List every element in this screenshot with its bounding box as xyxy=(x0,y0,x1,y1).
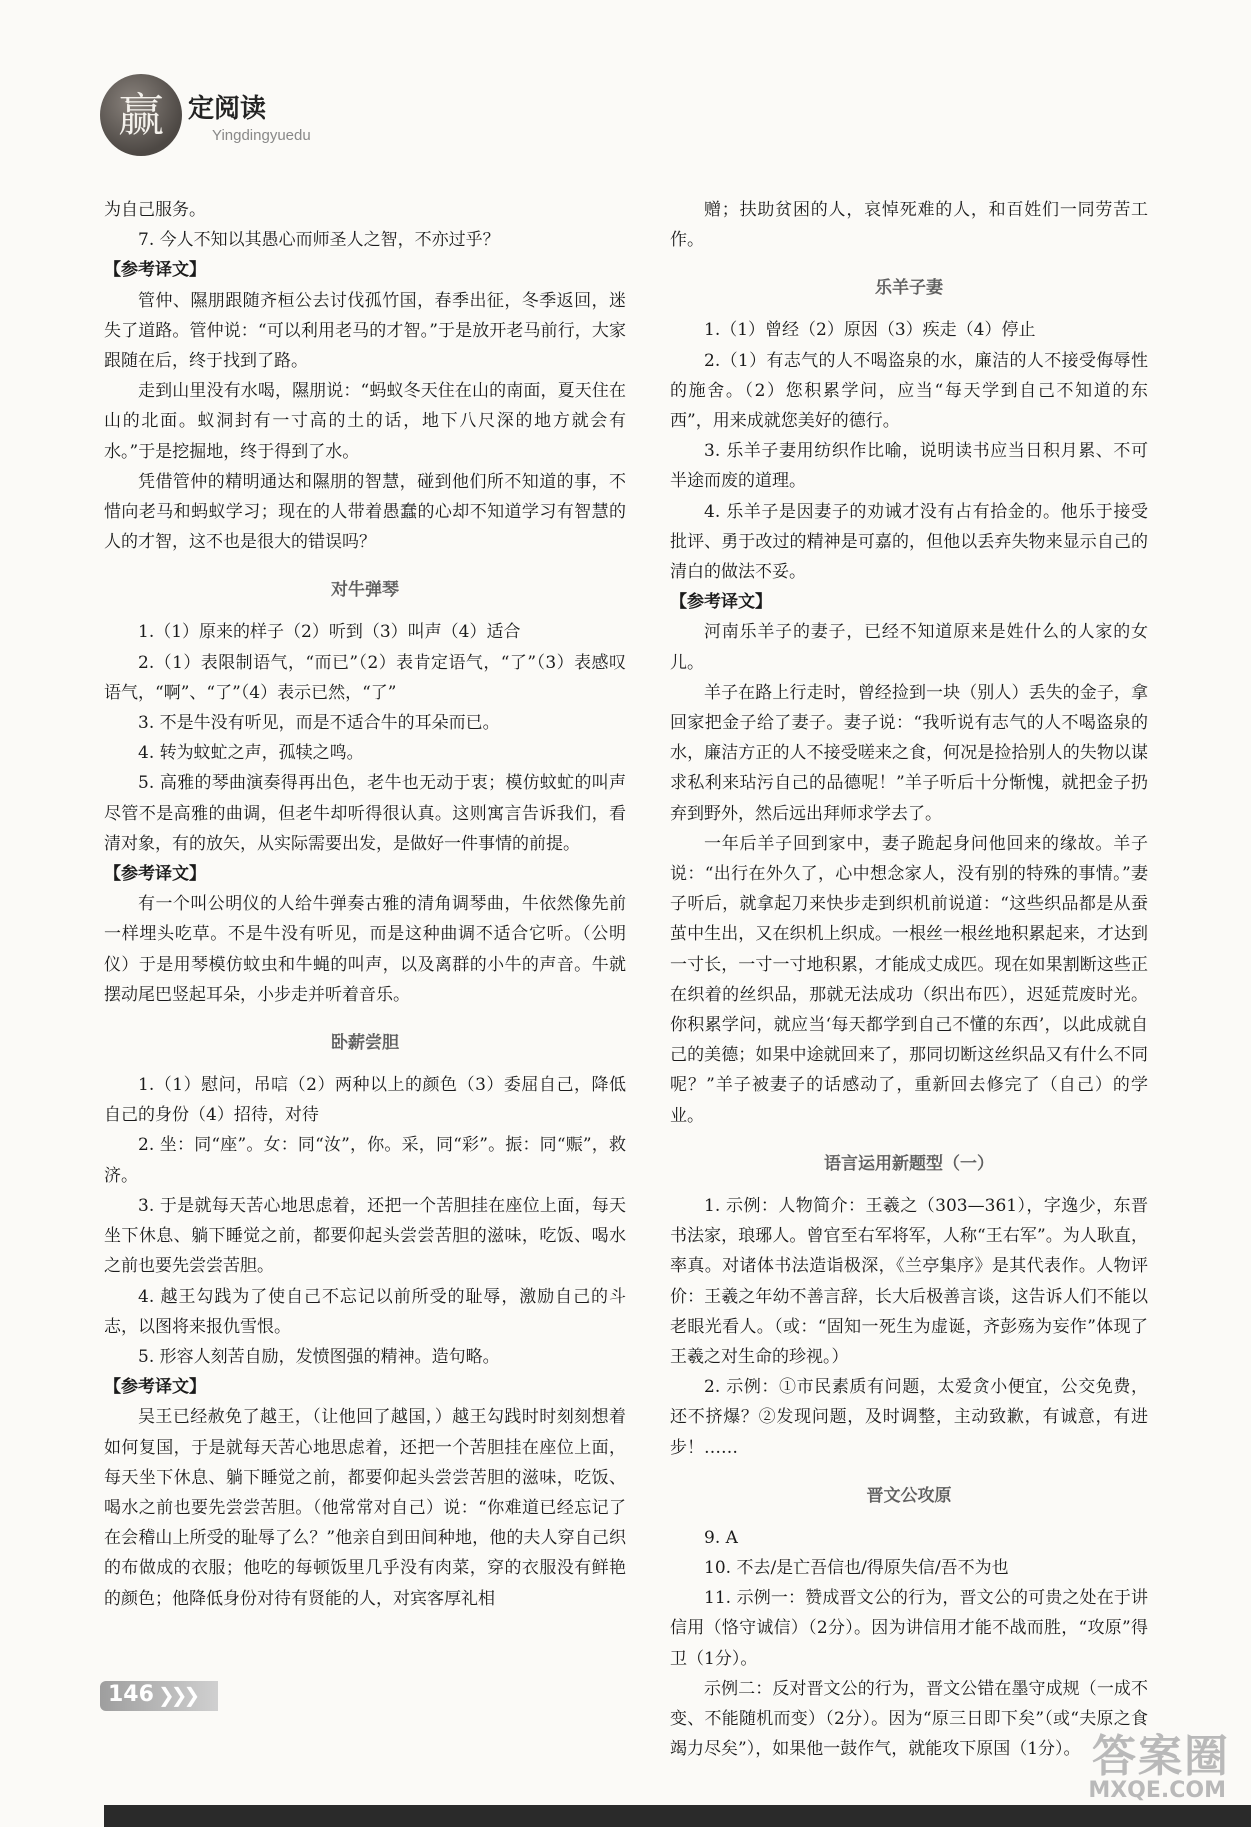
reference-translation-tag: 【参考译文】 xyxy=(104,864,206,885)
answer: 5. 形容人刻苦自励，发愤图强的精神。造句略。 xyxy=(138,1346,500,1367)
answer: 10. 不去/是亡吾信也/得原失信/吾不为也 xyxy=(704,1557,1009,1578)
scan-edge-bar xyxy=(104,1805,1251,1827)
chevron-right-icon: ❯❯❯ xyxy=(158,1683,197,1707)
section-heading-dui-niu-tan-qin: 对牛弹琴 xyxy=(331,580,399,601)
section-heading-jin-wen-gong-gong-yuan: 晋文公攻原 xyxy=(866,1485,952,1506)
answer: 2.（1）有志气的人不喝盗泉的水，廉洁的人不接受侮辱性的施舍。（2）您积累学问，应当“每天学到自己不知道的东西”，用来成就您美好的德行。 xyxy=(670,350,1148,432)
answer: 2.（1）表限制语气，“而已”（2）表肯定语气，“了”（3）表感叹语气，“啊”、“了”（4）表示已然，“了” xyxy=(104,652,626,703)
reference-translation-tag: 【参考译文】 xyxy=(104,1377,206,1398)
right-column xyxy=(670,195,1148,1764)
paragraph: 赠；扶助贫困的人，哀悼死难的人，和百姓们一同劳苦工作。 xyxy=(670,200,1148,251)
answer: 4. 越王勾践为了使自己不忘记以前所受的耻辱，激励自己的斗志，以图将来报仇雪恨。 xyxy=(104,1286,626,1337)
paragraph: 有一个叫公明仪的人给牛弹奏古雅的清角调琴曲，牛依然像先前一样埋头吃草。不是牛没有听见，而是这种曲调不适合它听。（公明仪）于是用琴模仿蚊虫和牛蝇的叫声，以及离群的小牛的声音。牛就摆动尾巴竖起耳朵，小步走并听着音乐。 xyxy=(104,894,626,1005)
paragraph: 为自己服务。 xyxy=(104,200,206,220)
paragraph: 羊子在路上行走时，曾经捡到一块（别人）丢失的金子，拿回家把金子给了妻子。妻子说：“我听说有志气的人不喝盗泉的水，廉洁方正的人不接受嗟来之食，何况是捡拾别人的失物以谋求私利来玷污自己的品德呢！”羊子听后十分惭愧，就把金子扔弃到野外，然后远出拜师求学去了。 xyxy=(670,682,1148,824)
answer: 1.（1）慰问，吊唁（2）两种以上的颜色（3）委屈自己，降低自己的身份（4）招待，对待 xyxy=(104,1075,626,1126)
answer: 示例二：反对晋文公的行为，晋文公错在墨守成规（一成不变、不能随机而变）（2分）。因为“原三日即下矣”（或“夫原之食竭力尽矣”），如果他一鼓作气，就能攻下原国（1分）。 xyxy=(670,1678,1148,1760)
paragraph: 管仲、隰朋跟随齐桓公去讨伐孤竹国，春季出征，冬季返回，迷失了道路。管仲说：“可以利用老马的才智。”于是放开老马前行，大家跟随在后，终于找到了路。 xyxy=(104,290,626,372)
reference-translation-tag: 【参考译文】 xyxy=(670,592,772,613)
book-logo-icon: 赢 xyxy=(100,74,182,156)
answer: 9. A xyxy=(704,1527,738,1548)
section-heading-wo-xin-chang-dan: 卧薪尝胆 xyxy=(331,1033,399,1054)
answer: 4. 转为蚊虻之声，孤犊之鸣。 xyxy=(138,743,364,764)
paragraph: 走到山里没有水喝，隰朋说：“蚂蚁冬天住在山的南面，夏天住在山的北面。蚁洞封有一寸高的土的话，地下八尺深的地方就会有水。”于是挖掘地，终于得到了水。 xyxy=(104,381,626,462)
book-subtitle: Yingdingyuedu xyxy=(212,127,311,144)
section-heading-language-use: 语言运用新题型（一） xyxy=(824,1153,994,1174)
answer: 3. 不是牛没有听见，而是不适合牛的耳朵而已。 xyxy=(138,713,500,734)
left-column xyxy=(104,195,626,1614)
watermark-url: MXQE.COM xyxy=(1088,1778,1226,1803)
answer: 2. 坐：同“座”。女：同“汝”，你。采，同“彩”。振：同“赈”，救济。 xyxy=(104,1135,626,1186)
answer: 1.（1）曾经（2）原因（3）疾走（4）停止 xyxy=(704,320,1036,341)
paragraph: 凭借管仲的精明通达和隰朋的智慧，碰到他们所不知道的事，不惜向老马和蚂蚁学习；现在的人带着愚蠢的心却不知道学习有智慧的人的才智，这不也是很大的错误吗？ xyxy=(104,471,626,553)
answer: 11. 示例一：赞成晋文公的行为，晋文公的可贵之处在于讲信用（恪守诚信）（2分）。因为讲信用才能不战而胜，“攻原”得卫（1分）。 xyxy=(670,1588,1148,1669)
answer: 1.（1）原来的样子（2）听到（3）叫声（4）适合 xyxy=(138,622,521,643)
answer: 2. 示例：①市民素质有问题，太爱贪小便宜，公交免费，还不挤爆？②发现问题，及时调整，主动致歉，有诚意，有进步！…… xyxy=(670,1377,1148,1458)
book-title: 定阅读 xyxy=(188,94,267,124)
answer: 4. 乐羊子是因妻子的劝诫才没有占有拾金的。他乐于接受批评、勇于改过的精神是可嘉的，但他以丢弃失物来显示自己的清白的做法不妥。 xyxy=(670,501,1148,583)
paragraph: 一年后羊子回到家中，妻子跪起身问他回来的缘故。羊子说：“出行在外久了，心中想念家人，没有别的特殊的事情。”妻子听后，就拿起刀来快步走到织机前说道：“这些织品都是从蚕茧中生出，又在织机上织成。一根丝一根丝地积累起来，才达到一寸长，一寸一寸地积累，才能成丈成匹。现在如果割断这些正在织着的丝织品，那就无法成功（织出布匹），迟延荒废时光。你积累学问，就应当‘每天都学到自己不懂的东西’，以此成就自己的美德；如果中途就回来了，那同切断这丝织品又有什么不同呢？”羊子被妻子的话感动了，重新回去修完了（自己）的学业。 xyxy=(670,833,1148,1126)
page-number: 146 xyxy=(108,1682,154,1707)
watermark xyxy=(1040,1720,1230,1810)
answer: 1. 示例：人物简介：王羲之（303—361），字逸少，东晋书法家，琅琊人。曾官至右军将军，人称“王右军”。为人耿直，率真。对诸体书法造诣极深，《兰亭集序》是其代表作。人物评价：王羲之年幼不善言辞，长大后极善言谈，这告诉人们不能以老眼光看人。（或：“固知一死生为虚诞，齐彭殇为妄作”体现了王羲之对生命的珍视。） xyxy=(670,1195,1148,1367)
page-number-tab xyxy=(100,1681,218,1711)
paragraph: 河南乐羊子的妻子，已经不知道原来是姓什么的人家的女儿。 xyxy=(670,622,1148,673)
reference-translation-tag: 【参考译文】 xyxy=(104,260,206,281)
paragraph: 吴王已经赦免了越王，（让他回了越国，）越王勾践时时刻刻想着如何复国，于是就每天苦心地思虑着，还把一个苦胆挂在座位上面，每天坐下休息、躺下睡觉之前，都要仰起头尝尝苦胆的滋味，吃饭、喝水之前也要先尝尝苦胆。（他常常对自己）说：“你难道已经忘记了在会稽山上所受的耻辱了么？”他亲自到田间种地，他的夫人穿自己织的布做成的衣服；他吃的每顿饭里几乎没有肉菜，穿的衣服没有鲜艳的颜色；他降低身份对待有贤能的人，对宾客厚礼相 xyxy=(104,1407,626,1609)
watermark-logo-text: 答案圈 xyxy=(1092,1731,1230,1782)
answer: 3. 于是就每天苦心地思虑着，还把一个苦胆挂在座位上面，每天坐下休息、躺下睡觉之前，都要仰起头尝尝苦胆的滋味，吃饭、喝水之前也要先尝尝苦胆。 xyxy=(104,1195,626,1277)
section-heading-le-yang-zi-qi: 乐羊子妻 xyxy=(875,278,943,299)
answer: 5. 高雅的琴曲演奏得再出色，老牛也无动于衷；模仿蚊虻的叫声尽管不是高雅的曲调，但老牛却听得很认真。这则寓言告诉我们，看清对象，有的放矢，从实际需要出发，是做好一件事情的前提。 xyxy=(104,773,626,854)
page-header xyxy=(100,66,400,166)
answer: 3. 乐羊子妻用纺织作比喻，说明读书应当日积月累、不可半途而废的道理。 xyxy=(670,441,1148,492)
question: 7. 今人不知以其愚心而师圣人之智，不亦过乎？ xyxy=(138,230,500,251)
